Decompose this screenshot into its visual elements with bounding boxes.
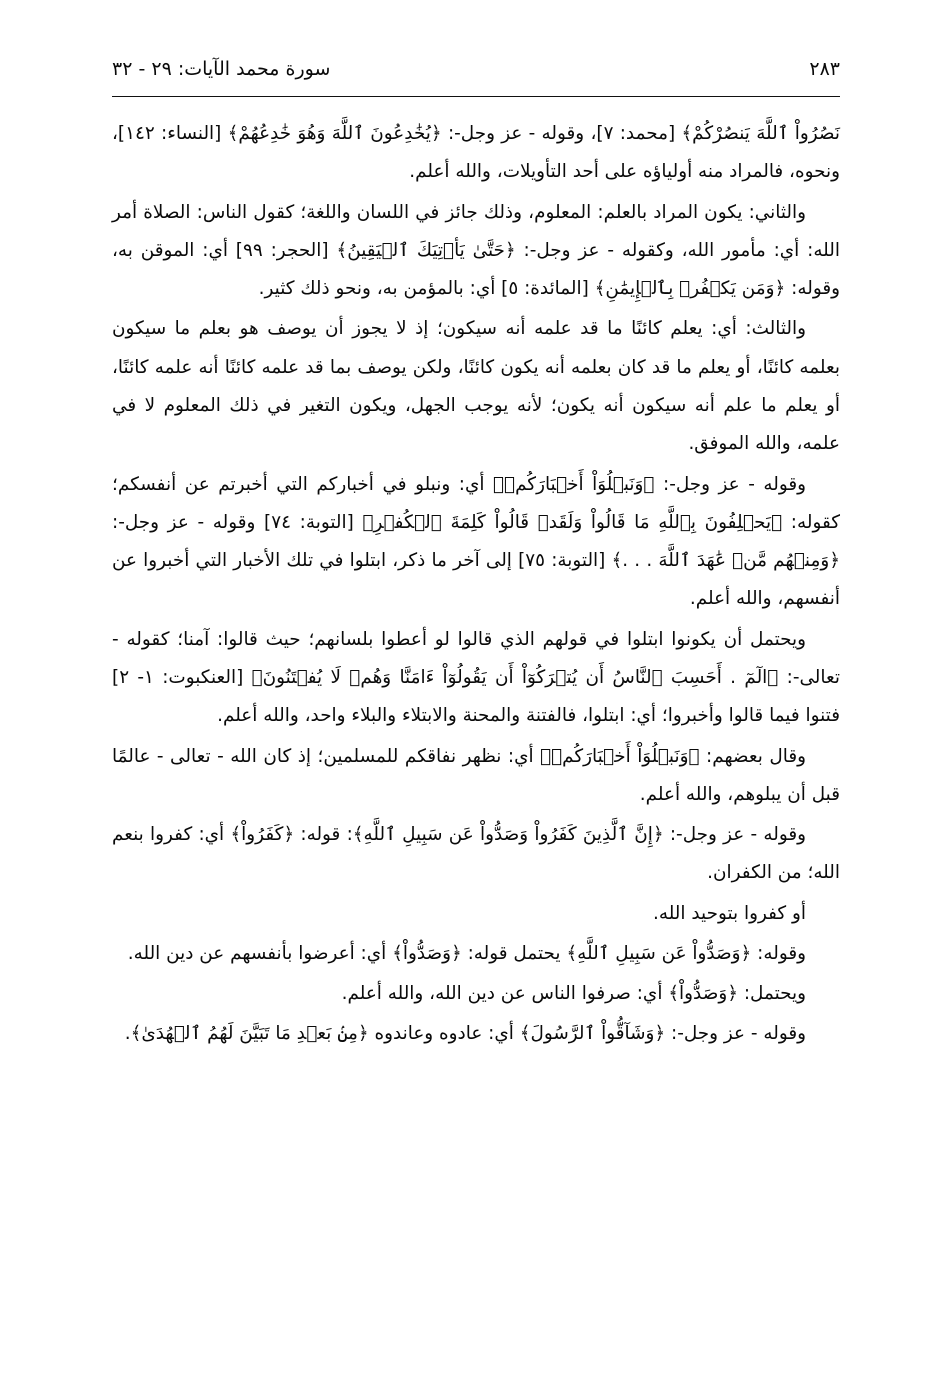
- body-paragraph: وقال بعضهم: ﴿وَنَبۡلُوَاْ أَخۡبَارَكُمۡ﴾ أي: نظهر نفاقكم للمسلمين؛ إذ كان الله - تعالى - عالمًا قبل أن يبلوهم، والله أعلم.: [112, 745, 840, 805]
- body-paragraph: ويحتمل: ﴿وَصَدُّواْ﴾ أي: صرفوا الناس عن دين الله، والله أعلم.: [341, 983, 806, 1005]
- page-body: [112, 115, 840, 1054]
- body-paragraph: ويحتمل أن يكونوا ابتلوا في قولهم الذي قالوا لو أعطوا بلسانهم؛ حيث قالوا: آمنا؛ كقوله - تعالى-: ﴿الٓمٓ . أَحَسِبَ ٱلنَّاسُ أَن يُتۡرَكُوٓاْ أَن يَقُولُوٓاْ ءَامَنَّا وَهُمۡ لَا يُفۡتَنُونَ﴾ [العنكبوت: ١- ٢] فتنوا فيما قالوا وأخبروا؛ أي: ابتلوا، فالفتنة والمحنة والابتلاء والبلاء واحد، والله أعلم.: [112, 628, 840, 727]
- body-paragraph: وقوله - عز وجل-: ﴿وَشَآقُّواْ ٱلرَّسُولَ﴾ أي: عادوه وعاندوه ﴿مِنۢ بَعۡدِ مَا تَبَيَّنَ لَهُمُ ٱلۡهُدَىٰ﴾.: [124, 1023, 806, 1045]
- page-bottom-margin: [112, 1056, 840, 1116]
- page-number: ٢٨٣: [809, 58, 840, 80]
- body-paragraph: وقوله - عز وجل-: ﴿وَنَبۡلُوَاْ أَخۡبَارَكُمۡ﴾ أي: ونبلو في أخباركم التي أخبرتم عن أنفسكم؛ كقوله: ﴿يَحۡلِفُونَ بِٱللَّهِ مَا قَالُواْ وَلَقَدۡ قَالُواْ كَلِمَةَ ٱلۡكُفۡرِ﴾ [التوبة: ٧٤] وقوله - عز وجل-: ﴿وَمِنۡهُم مَّنۡ عَٰهَدَ ٱللَّهَ . . .﴾ [التوبة: ٧٥] إلى آخر ما ذكر، ابتلوا في تلك الأخبار التي أخبروا عن أنفسهم، والله أعلم.: [112, 473, 840, 610]
- body-paragraph: نَصُرُواْ ٱللَّهَ يَنصُرْكُمْ﴾ [محمد: ٧]، وقوله - عز وجل-: ﴿يُخَٰدِعُونَ ٱللَّهَ وَهُوَ خَٰدِعُهُمْ﴾ [النساء: ١٤٢]، ونحوه، فالمراد منه أولياؤه على أحد التأويلات، والله أعلم.: [112, 123, 840, 183]
- header-surah-title: سورة محمد الآيات: ٢٩ - ٣٢: [112, 58, 331, 80]
- body-paragraph: والثاني: يكون المراد بالعلم: المعلوم، وذلك جائز في اللسان واللغة؛ كقول الناس: الصلاة أمر الله: أي: مأمور الله، وكقوله - عز وجل-: ﴿حَتَّىٰ يَأۡتِيَكَ ٱلۡيَقِينُ﴾ [الحجر: ٩٩] أي: الموقن به، وقوله: ﴿وَمَن يَكۡفُرۡ بِٱلۡإِيمَٰنِ﴾ [المائدة: ٥] أي: بالمؤمن به، ونحو ذلك كثير.: [112, 201, 840, 300]
- page-header: [112, 46, 840, 86]
- body-paragraph: وقوله - عز وجل-: ﴿إِنَّ ٱلَّذِينَ كَفَرُواْ وَصَدُّواْ عَن سَبِيلِ ٱللَّهِ﴾: قوله: ﴿كَفَرُواْ﴾ أي: كفروا بنعم الله؛ من الكفران.: [112, 824, 840, 884]
- body-paragraph: أو كفروا بتوحيد الله.: [653, 902, 806, 924]
- body-paragraph: وقوله: ﴿وَصَدُّواْ عَن سَبِيلِ ٱللَّهِ﴾ يحتمل قوله: ﴿وَصَدُّواْ﴾ أي: أعرضوا بأنفسهم عن دين الله.: [127, 942, 806, 964]
- body-paragraph: والثالث: أي: يعلم كائنًا ما قد علمه أنه سيكون؛ إذ لا يجوز أن يوصف هو بعلم ما سيكون بعلمه كائنًا، أو يعلم ما قد كان بعلمه أنه يكون كائنًا، ولكن يوصف بما قد علمه كائنًا أنه علمه كائنًا، أو يعلم ما علم أنه سيكون أنه يكون؛ لأنه يوجب الجهل، ويكون التغير في ذلك المعلوم لا في علمه، والله الموفق.: [112, 318, 840, 455]
- header-divider: [112, 96, 840, 97]
